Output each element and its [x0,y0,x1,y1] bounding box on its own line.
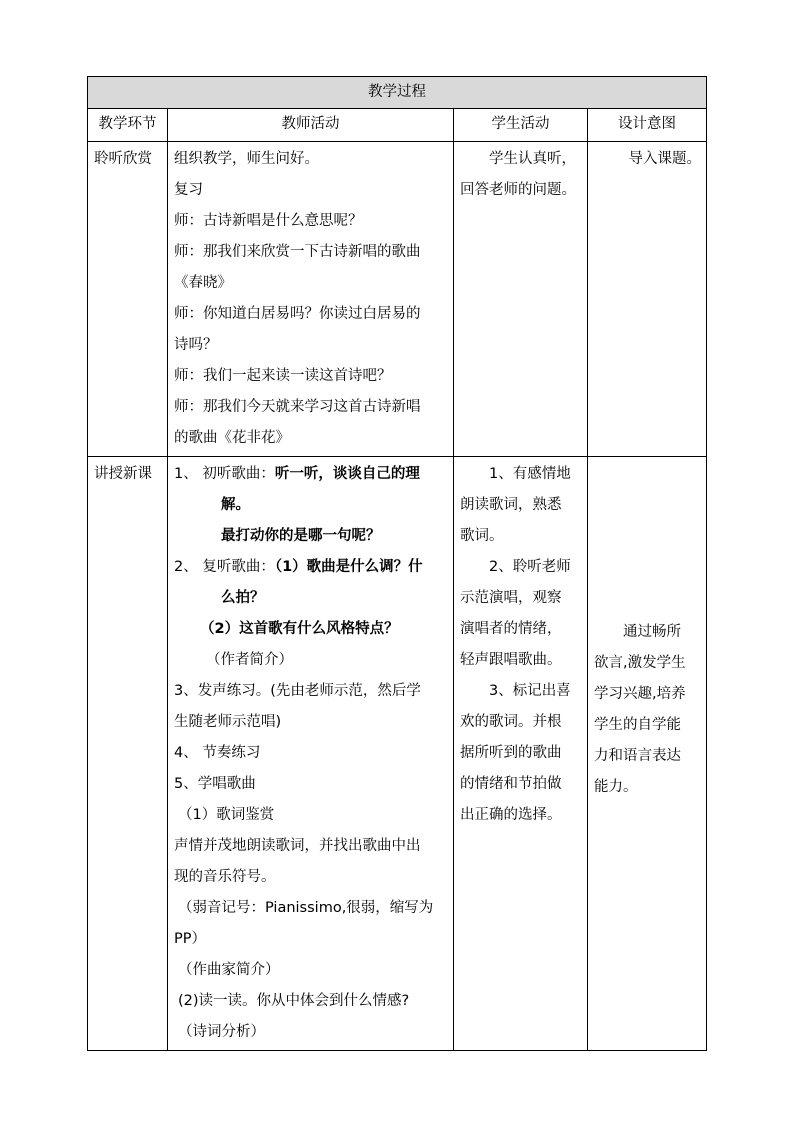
student-cell [454,457,588,1051]
teacher-cell [168,142,454,457]
intent-cell [588,457,707,1051]
header-stage: 教学环节 [88,109,168,142]
text-line: 学习兴趣,培养 [594,685,686,702]
table-title: 教学过程 [88,77,707,109]
text-line: 歌词。 [460,528,504,544]
lesson-table [87,76,707,1051]
text-line: 《春晓》 [174,275,232,291]
header-teacher: 教师活动 [168,109,454,142]
student-cell [454,142,588,457]
text-line: 欢的歌词。并根 [460,714,562,730]
teacher-activity [168,142,453,456]
teacher-cell [168,457,454,1051]
text-line: 能力。 [594,778,638,795]
text-line: 演唱者的情绪， [460,621,562,637]
text-line: 生随老师示范唱) [174,714,282,730]
text-line: 师：古诗新唱是什么意思呢？ [174,213,363,229]
student-activity [454,457,587,833]
text-line: 1、有感情地 [489,466,571,482]
design-intent [588,615,706,893]
text-line: 3、标记出喜 [489,683,571,699]
text-line: 示范演唱，观察 [460,590,562,606]
text-line: 现的音乐符号。 [174,869,276,885]
text-line: 的情绪和节拍做 [460,776,562,792]
stage-label: 聆听欣赏 [94,151,152,167]
header-intent: 设计意图 [588,109,707,142]
text-line: 复习 [174,182,203,198]
text-line: 声情并茂地朗读歌词，并找出歌曲中出 [174,838,421,854]
text-line: 出正确的选择。 [460,807,562,823]
table-row [88,142,707,457]
stage-cell [88,457,168,1051]
text-line: （1）歌词鉴赏 [178,807,275,823]
text-line: 导入课题。 [628,151,701,167]
text-line: 欲言,激发学生 [594,654,686,671]
table-header-row [88,109,707,142]
text-line: 诗吗？ [174,337,218,353]
text-line: 轻声跟唱歌曲。 [460,652,562,668]
text-line: 回答老师的问题。 [460,182,576,198]
text-line: 1、 初听歌曲：听一听，谈谈自己的理 [174,466,420,482]
text-line: 最打动你的是哪一句呢？ [221,528,381,544]
text-line: 学生认真听， [489,151,576,167]
text-line: 2、聆听老师 [489,559,571,575]
stage-label: 讲授新课 [94,466,152,482]
text-line: （诗词分析） [178,1024,265,1040]
text-line: （弱音记号：Pianissimo,很弱，缩写为 [178,900,434,916]
text-line: 师：你知道白居易吗？你读过白居易的 [174,306,421,322]
text-line: 解。 [221,497,250,513]
text-line: 力和语言表达 [594,747,681,764]
text-line: 通过畅所 [623,623,681,640]
design-intent [588,142,706,177]
text-line: 组织教学，师生问好。 [174,151,319,167]
text-line: 师：那我们来欣赏一下古诗新唱的歌曲 [174,244,421,260]
text-line: 5、学唱歌曲 [174,776,256,792]
text-line: 据所听到的歌曲 [460,745,562,761]
text-line: 师：我们一起来读一读这首诗吧？ [174,368,392,384]
text-line: 么拍？ [221,590,265,606]
text-line: 4、 节奏练习 [174,745,261,761]
text-line: （作者简介） [206,652,293,668]
text-line: 朗读歌词，熟悉 [460,497,562,513]
header-student: 学生活动 [454,109,588,142]
text-line: （作曲家简介） [178,962,280,978]
text-line: (2)读一读。你从中体会到什么情感? [178,993,410,1009]
student-activity [454,142,587,208]
text-line: 学生的自学能 [594,716,681,733]
teacher-activity [168,457,453,1050]
text-line: （2）这首歌有什么风格特点？ [200,621,399,637]
text-line: 的歌曲《花非花》 [174,430,290,446]
text-line: 师：那我们今天就来学习这首古诗新唱 [174,399,421,415]
text-line: 2、 复听歌曲：（1）歌曲是什么调？什 [174,559,423,575]
table-row [88,457,707,1051]
stage-cell [88,142,168,457]
intent-cell [588,142,707,457]
text-line: 3、发声练习。(先由老师示范，然后学 [174,683,421,699]
table-title-row [88,77,707,109]
text-line: PP） [174,931,206,947]
